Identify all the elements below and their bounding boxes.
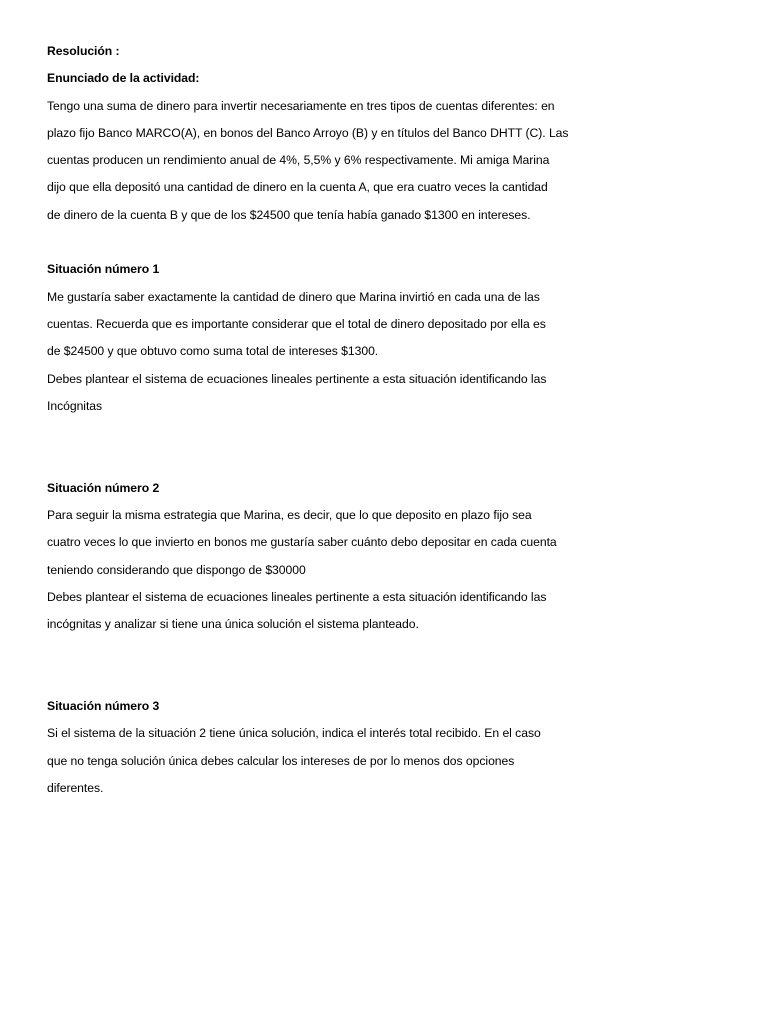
paragraph-line: incógnitas y analizar si tiene una única solución el sistema planteado. (47, 617, 419, 632)
paragraph-line: Debes plantear el sistema de ecuaciones lineales pertinente a esta situación identificando las (47, 371, 547, 386)
situacion-2-section (47, 475, 607, 639)
paragraph-line: dijo que ella depositó una cantidad de dinero en la cuenta A, que era cuatro veces la cantidad (47, 180, 548, 195)
spacer (47, 420, 607, 475)
paragraph-line: Si el sistema de la situación 2 tiene única solución, indica el interés total recibido. En el caso (47, 726, 541, 741)
paragraph-line: cuentas. Recuerda que es importante considerar que el total de dinero depositado por ella es (47, 316, 546, 331)
situacion-1-section (47, 256, 607, 420)
situacion-3-heading: Situación número 3 (47, 699, 160, 714)
paragraph-line: Incógnitas (47, 398, 103, 413)
paragraph-line: de $24500 y que obtuvo como suma total de intereses $1300. (47, 344, 379, 359)
enunciado-paragraph (47, 93, 607, 229)
enunciado-heading: Enunciado de la actividad: (47, 71, 200, 86)
paragraph-line: plazo fijo Banco MARCO(A), en bonos del Banco Arroyo (B) y en títulos del Banco DHTT (C). Las (47, 125, 569, 140)
paragraph-line: cuatro veces lo que invierto en bonos me gustaría saber cuánto debo depositar en cada cuenta (47, 535, 557, 550)
situacion-1-heading: Situación número 1 (47, 262, 160, 277)
spacer (47, 229, 607, 256)
paragraph-line: Para seguir la misma estrategia que Marina, es decir, que lo que deposito en plazo fijo sea (47, 508, 532, 523)
paragraph-line: Me gustaría saber exactamente la cantidad de dinero que Marina invirtió en cada una de las (47, 289, 540, 304)
paragraph-line: teniendo considerando que dispongo de $30000 (47, 562, 306, 577)
paragraph-line: Debes plantear el sistema de ecuaciones lineales pertinente a esta situación identificando las (47, 589, 547, 604)
paragraph-line: cuentas producen un rendimiento anual de 4%, 5,5% y 6% respectivamente. Mi amiga Marina (47, 153, 550, 168)
paragraph-line: que no tenga solución única debes calcular los intereses de por lo menos dos opciones (47, 753, 515, 768)
spacer (47, 639, 607, 694)
resolucion-heading: Resolución : (47, 44, 120, 58)
paragraph-line: diferentes. (47, 781, 104, 796)
situacion-2-heading: Situación número 2 (47, 480, 160, 495)
document-page (47, 38, 607, 802)
paragraph-line: Tengo una suma de dinero para invertir necesariamente en tres tipos de cuentas diferentes: en (47, 98, 555, 113)
paragraph-line: de dinero de la cuenta B y que de los $24500 que tenía había ganado $1300 en intereses. (47, 207, 531, 222)
situacion-3-section (47, 693, 607, 802)
